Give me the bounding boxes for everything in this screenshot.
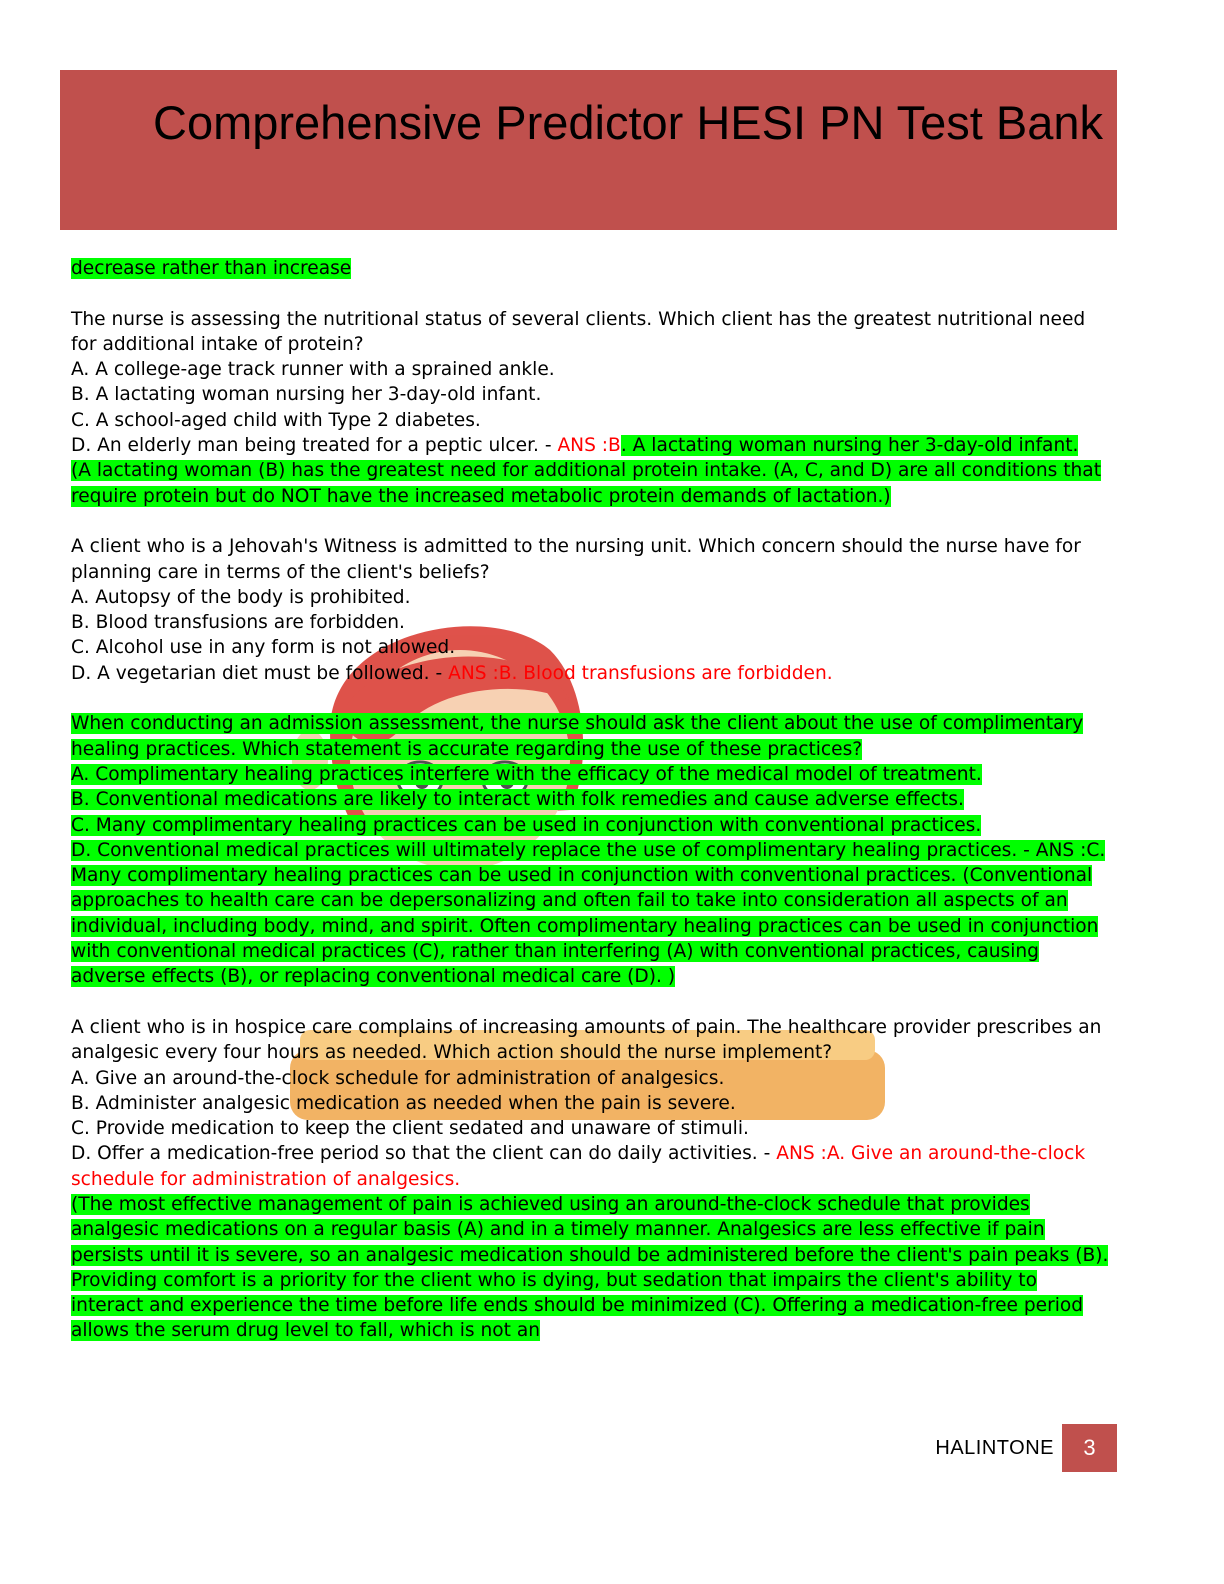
footer-brand: HALINTONE bbox=[935, 1437, 1054, 1459]
q4-stem: A client who is in hospice care complains of increasing amounts of pain. The healthcare provider prescribes an analgesic every four hours as needed. Which action should the nurse implement? bbox=[71, 1016, 1102, 1064]
q3-option-d-answer-rationale: D. Conventional medical practices will ultimately replace the use of complimentary healing practices. - ANS :C. Many complimentary healing practices can be used in conjunction with conventional practices. (Conventional approaches to health care can be depersonalizing and often fail to take into consideration all aspects of an individual, including body, mind, and spirit. Often complimentary healing practices can be used in conjunction with conventional medical practices (C), rather than interfering (A) with conventional practices, causing adverse effects (B), or replacing conventional medical care (D). ) bbox=[71, 839, 1106, 988]
q4-option-d: D. Offer a medication-free period so that the client can do daily activities. - ANS :A. Give an around-the-clock schedule for administration of analgesics. bbox=[71, 1143, 1086, 1190]
q2-option-a: A. Autopsy of the body is prohibited. bbox=[71, 586, 411, 608]
q4-option-a: A. Give an around-the-clock schedule for administration of analgesics. bbox=[71, 1067, 725, 1089]
document-title: Comprehensive Predictor HESI PN Test Bank bbox=[153, 96, 1103, 149]
q4-option-c: C. Provide medication to keep the client sedated and unaware of stimuli. bbox=[71, 1118, 749, 1140]
q4-rationale: (The most effective management of pain is achieved using an around-the-clock schedule that provides analgesic medications on a regular basis (A) and in a timely manner. Analgesics are less effective if pain persists until it is severe, so an analgesic medication should be administered before the client's pain peaks (B). Providing comfort is a priority for the client who is dying, but sedation that impairs the client's ability to interact and experience the time before life ends should be minimized (C). Offering a medication-free period allows the serum drug level to fall, which is not an bbox=[71, 1193, 1109, 1342]
q4-answer: ANS :A. Give an around-the-clock schedule for administration of analgesics. bbox=[71, 1143, 1086, 1190]
q3-option-c: C. Many complimentary healing practices can be used in conjunction with conventional practices. bbox=[71, 814, 982, 836]
q1-option-b: B. A lactating woman nursing her 3-day-old infant. bbox=[71, 384, 542, 406]
q3-stem: When conducting an admission assessment, the nurse should ask the client about the use of complimentary healing practices. Which statement is accurate regarding the use of these practices? bbox=[71, 713, 1084, 760]
q1-option-d: D. An elderly man being treated for a peptic ulcer. - ANS :B. A lactating woman nursing her 3-day-old infant. bbox=[71, 435, 1079, 457]
q1-answer-text: . A lactating woman nursing her 3-day-old infant. bbox=[620, 435, 1079, 457]
document-body bbox=[71, 256, 1111, 1344]
q4-option-b: B. Administer analgesic medication as needed when the pain is severe. bbox=[71, 1092, 736, 1114]
q1-answer-label: ANS :B bbox=[557, 435, 621, 457]
q1-option-c: C. A school-aged child with Type 2 diabetes. bbox=[71, 409, 481, 431]
q2-stem: A client who is a Jehovah's Witness is admitted to the nursing unit. Which concern should the nurse have for planning care in terms of the client's beliefs? bbox=[71, 536, 1081, 583]
q1-rationale: (A lactating woman (B) has the greatest need for additional protein intake. (A, C, and D) are all conditions that require protein but do NOT have the increased metabolic protein demands of lactation.) bbox=[71, 460, 1101, 507]
header-band bbox=[60, 70, 1117, 230]
q3-option-a: A. Complimentary healing practices interfere with the efficacy of the medical model of treatment. bbox=[71, 763, 982, 785]
q2-answer: ANS :B. Blood transfusions are forbidden. bbox=[448, 662, 833, 684]
page-number: 3 bbox=[1062, 1424, 1117, 1472]
intro-tail: decrease rather than increase bbox=[71, 258, 352, 279]
q3-option-b: B. Conventional medications are likely to interact with folk remedies and cause adverse effects. bbox=[71, 789, 964, 811]
q1-option-a: A. A college-age track runner with a sprained ankle. bbox=[71, 359, 555, 381]
q2-option-c: C. Alcohol use in any form is not allowed. bbox=[71, 637, 456, 659]
q2-option-d: D. A vegetarian diet must be followed. - ANS :B. Blood transfusions are forbidden. bbox=[71, 662, 833, 684]
q1-stem: The nurse is assessing the nutritional status of several clients. Which client has the greatest nutritional need for additional intake of protein? bbox=[71, 308, 1086, 355]
q2-option-b: B. Blood transfusions are forbidden. bbox=[71, 612, 405, 634]
